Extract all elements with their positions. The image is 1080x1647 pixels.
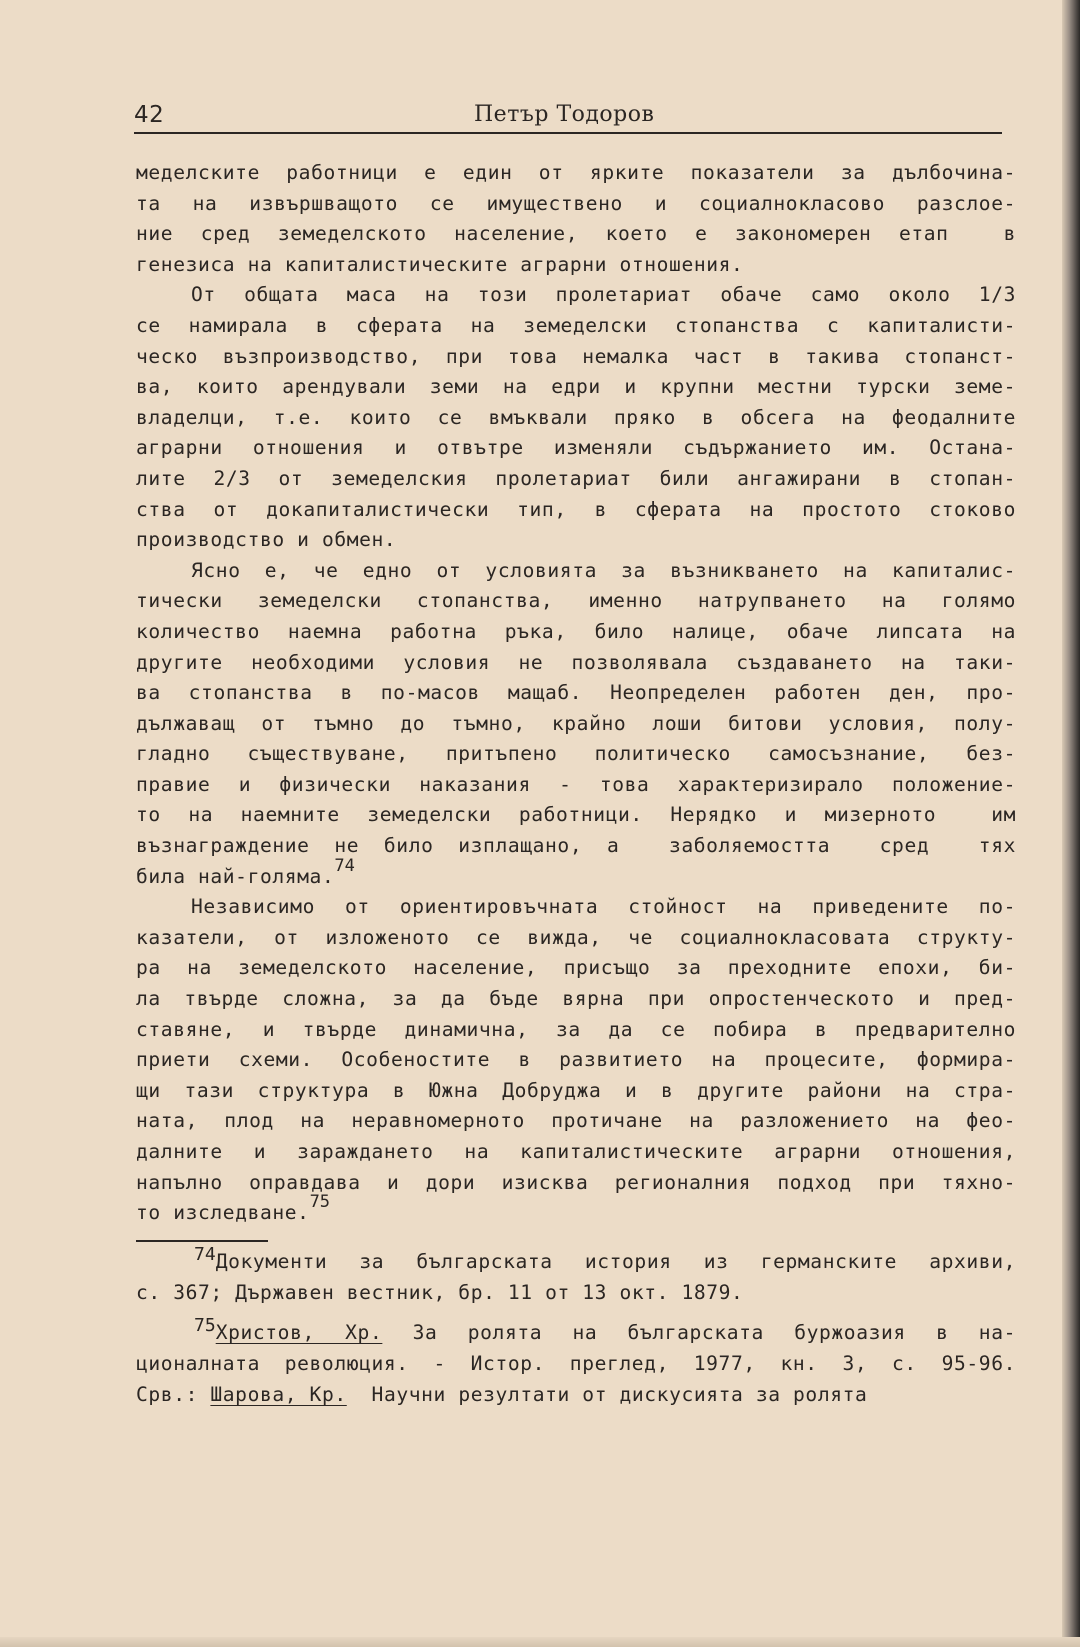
text-line: то изследване. bbox=[136, 1201, 310, 1225]
text-line: била най-голяма. bbox=[136, 864, 335, 888]
text-line: От общата маса на този пролетариат обаче само около 1/3 bbox=[191, 283, 1016, 307]
footnote-text: с. 367; Държавен вестник, бр. 11 от 13 окт. 1879. bbox=[136, 1281, 744, 1304]
footnote-text: ционалната революция. - Истор. преглед, 1977, кн. 3, с. 95-96. bbox=[136, 1352, 1016, 1375]
text-line-with-footnote bbox=[136, 855, 1016, 893]
text-line: щи тази структура в Южна Добруджа и в другите райони на стра- bbox=[136, 1078, 1016, 1102]
text-line: ната, плод на неравномерното протичане на разложението на фео- bbox=[136, 1109, 1016, 1133]
text-line: то на наемните земеделски работници. Нерядко и мизерното им bbox=[136, 803, 1016, 827]
footnote-text: Документи за българската история из германските архиви, bbox=[215, 1250, 1016, 1273]
footnote-author: Шарова, Кр. bbox=[210, 1383, 347, 1406]
footnote-75 bbox=[136, 1317, 1016, 1348]
footnote-text: Срв.: bbox=[136, 1383, 211, 1406]
text-line: възнаграждение не било изплащано, а заболяемостта сред тях bbox=[136, 834, 1016, 858]
footnote-ref-74: 74 bbox=[334, 855, 355, 876]
footnote-text: За ролята на българската буржоазия в на- bbox=[382, 1321, 1016, 1344]
body-text bbox=[136, 158, 1016, 1229]
page-bottom-edge bbox=[0, 1637, 1080, 1647]
footnote-divider bbox=[136, 1240, 268, 1242]
text-line: ва, които арендували земи на едри и крупни местни турски земе- bbox=[136, 375, 1016, 399]
text-line: владелци, т.е. които се вмъквали пряко в обсега на феодалните bbox=[136, 405, 1016, 429]
text-line: казатели, от изложеното се вижда, че социалнокласовата структу- bbox=[136, 925, 1016, 949]
text-line: ла твърде сложна, за да бъде вярна при опростенческото и пред- bbox=[136, 987, 1016, 1011]
footnote-number: 74 bbox=[194, 1244, 216, 1265]
text-line: правие и физически наказания - това характеризирало положение- bbox=[136, 772, 1016, 796]
text-line: ва стопанства в по-масов мащаб. Неопределен работен ден, про- bbox=[136, 681, 1016, 705]
footnote-ref-75: 75 bbox=[309, 1192, 331, 1213]
text-line: ства от докапиталистически тип, в сферата на простото стоково bbox=[136, 497, 1016, 521]
text-line: лите 2/3 от земеделския пролетариат били ангажирани в стопан- bbox=[136, 466, 1016, 490]
text-line: производство и обмен. bbox=[136, 528, 397, 552]
page-edge bbox=[1062, 0, 1080, 1647]
text-line: приети схеми. Особеностите в развитието на процесите, формира- bbox=[136, 1048, 1016, 1072]
text-line: ческо възпроизводство, при това немалка част в такива стопанст- bbox=[136, 344, 1016, 368]
text-line: Ясно е, че едно от условията за възникването на капиталис- bbox=[191, 558, 1016, 582]
text-line: ра на земеделското население, присъщо за преходните епохи, би- bbox=[136, 956, 1016, 980]
text-line: та на извършващото се имуществено и социалнокласово разслое- bbox=[136, 191, 1016, 215]
footnote-74 bbox=[136, 1246, 1016, 1277]
page-number: 42 bbox=[134, 102, 165, 128]
text-line-with-footnote bbox=[136, 1192, 1016, 1229]
text-line: ставяне, и твърде динамична, за да се побира в предварително bbox=[136, 1017, 1016, 1041]
footnotes bbox=[136, 1246, 1016, 1410]
text-line: другите необходими условия не позволявала създаването на таки- bbox=[136, 650, 1016, 674]
text-line: ние сред земеделското население, което е закономерен етап в bbox=[136, 222, 1016, 246]
text-line: гладно съществуване, притъпено политическо самосъзнание, без- bbox=[136, 742, 1016, 766]
page-header bbox=[134, 98, 1002, 134]
text-line: количество наемна работна ръка, било налице, обаче липсата на bbox=[136, 619, 1016, 643]
footnote-author: Христов, Хр. bbox=[215, 1321, 383, 1344]
text-line: Независимо от ориентировъчната стойност на приведените по- bbox=[191, 895, 1016, 919]
text-line: се намирала в сферата на земеделски стопанства с капиталисти- bbox=[136, 313, 1016, 337]
footnote-line bbox=[136, 1379, 1016, 1410]
text-line: аграрни отношения и отвътре изменяли съдържанието им. Остана- bbox=[136, 436, 1016, 460]
running-title: Петър Тодоров bbox=[474, 102, 655, 127]
text-line: генезиса на капиталистическите аграрни отношения. bbox=[136, 252, 744, 276]
text-line: дължаващ от тъмно до тъмно, крайно лоши битови условия, полу- bbox=[136, 711, 1016, 735]
text-line: далните и зараждането на капиталистическите аграрни отношения, bbox=[136, 1140, 1016, 1163]
text-line: тически земеделски стопанства, именно натрупването на голямо bbox=[136, 589, 1016, 613]
text-line: напълно оправдава и дори изисква регионалния подход при тяхно- bbox=[136, 1170, 1016, 1194]
footnote-number: 75 bbox=[194, 1315, 216, 1336]
footnote-text: Научни резултати от дискусията за ролята bbox=[346, 1383, 868, 1406]
text-line: меделските работници е един от ярките показатели за дълбочина- bbox=[136, 161, 1016, 184]
